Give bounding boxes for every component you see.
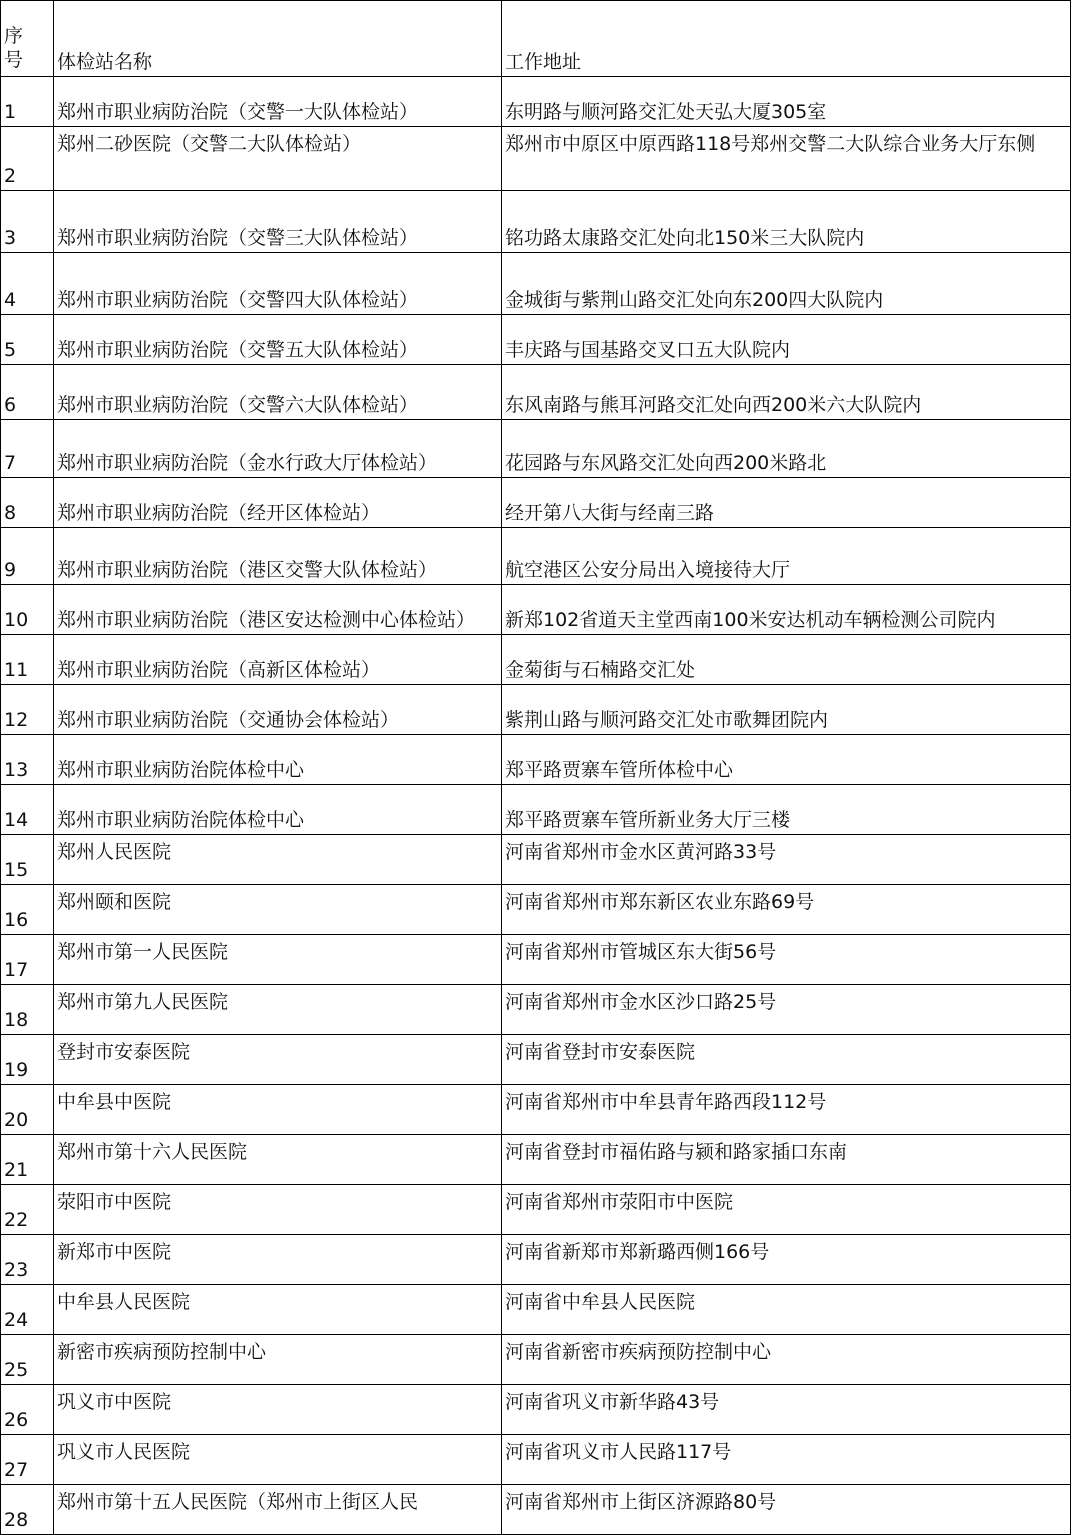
- row-address: 河南省登封市福佑路与颍和路家插口东南: [502, 1135, 1071, 1185]
- row-address: 花园路与东风路交汇处向西200米路北: [502, 420, 1071, 478]
- row-number: 25: [1, 1335, 54, 1385]
- table-row: [1, 253, 1071, 315]
- row-number: 24: [1, 1285, 54, 1335]
- row-station-name: 巩义市人民医院: [54, 1435, 502, 1485]
- table-row: [1, 935, 1071, 985]
- row-station-name: 中牟县中医院: [54, 1085, 502, 1135]
- table-row: [1, 585, 1071, 635]
- table-row: [1, 127, 1071, 191]
- table-row: [1, 1385, 1071, 1435]
- table-row: [1, 835, 1071, 885]
- row-address: 河南省巩义市人民路117号: [502, 1435, 1071, 1485]
- row-station-name: 郑州市第十六人民医院: [54, 1135, 502, 1185]
- row-address: 河南省新郑市郑新璐西侧166号: [502, 1235, 1071, 1285]
- table-row: [1, 1085, 1071, 1135]
- table-row: [1, 420, 1071, 478]
- row-station-name: 郑州市职业病防治院（交警三大队体检站）: [54, 191, 502, 253]
- row-number: 14: [1, 785, 54, 835]
- row-number: 19: [1, 1035, 54, 1085]
- table-row: [1, 191, 1071, 253]
- table-row: [1, 885, 1071, 935]
- row-address: 东明路与顺河路交汇处天弘大厦305室: [502, 77, 1071, 127]
- row-number: 7: [1, 420, 54, 478]
- row-station-name: 巩义市中医院: [54, 1385, 502, 1435]
- row-number: 17: [1, 935, 54, 985]
- row-station-name: 郑州市第一人民医院: [54, 935, 502, 985]
- row-station-name: 郑州市职业病防治院（港区安达检测中心体检站）: [54, 585, 502, 635]
- row-number: 11: [1, 635, 54, 685]
- row-address: 郑平路贾寨车管所体检中心: [502, 735, 1071, 785]
- table-row: [1, 478, 1071, 528]
- row-station-name: 新郑市中医院: [54, 1235, 502, 1285]
- row-station-name: 郑州颐和医院: [54, 885, 502, 935]
- header-serial-line2: 号: [4, 49, 24, 71]
- row-address: 河南省郑州市管城区东大街56号: [502, 935, 1071, 985]
- row-number: 15: [1, 835, 54, 885]
- row-station-name: 郑州市职业病防治院（交警四大队体检站）: [54, 253, 502, 315]
- row-number: 3: [1, 191, 54, 253]
- table-row: [1, 685, 1071, 735]
- table-row: [1, 635, 1071, 685]
- row-address: 河南省郑州市上街区济源路80号: [502, 1485, 1071, 1535]
- row-address: 河南省郑州市金水区沙口路25号: [502, 985, 1071, 1035]
- row-address: 河南省郑州市中牟县青年路西段112号: [502, 1085, 1071, 1135]
- row-number: 21: [1, 1135, 54, 1185]
- row-address: 河南省巩义市新华路43号: [502, 1385, 1071, 1435]
- table-row: [1, 315, 1071, 365]
- table-row: [1, 1185, 1071, 1235]
- table-row: [1, 77, 1071, 127]
- table-row: [1, 1135, 1071, 1185]
- row-station-name: 郑州市职业病防治院（金水行政大厅体检站）: [54, 420, 502, 478]
- row-number: 10: [1, 585, 54, 635]
- row-station-name: 郑州市职业病防治院（交警六大队体检站）: [54, 365, 502, 420]
- header-serial-number: [1, 1, 54, 77]
- row-number: 1: [1, 77, 54, 127]
- row-station-name: 郑州市职业病防治院（高新区体检站）: [54, 635, 502, 685]
- row-number: 9: [1, 528, 54, 585]
- row-station-name: 郑州市职业病防治院（港区交警大队体检站）: [54, 528, 502, 585]
- row-station-name: 新密市疾病预防控制中心: [54, 1335, 502, 1385]
- header-serial-line1: 序: [4, 25, 24, 47]
- row-station-name: 郑州市职业病防治院体检中心: [54, 785, 502, 835]
- row-number: 12: [1, 685, 54, 735]
- row-address: 航空港区公安分局出入境接待大厅: [502, 528, 1071, 585]
- row-number: 2: [1, 127, 54, 191]
- header-work-address: 工作地址: [502, 1, 1071, 77]
- row-station-name: 郑州市职业病防治院（交通协会体检站）: [54, 685, 502, 735]
- row-number: 20: [1, 1085, 54, 1135]
- row-number: 6: [1, 365, 54, 420]
- table-row: [1, 1335, 1071, 1385]
- table-row: [1, 735, 1071, 785]
- table-row: [1, 1435, 1071, 1485]
- row-number: 18: [1, 985, 54, 1035]
- row-address: 河南省中牟县人民医院: [502, 1285, 1071, 1335]
- row-number: 8: [1, 478, 54, 528]
- row-station-name: 登封市安泰医院: [54, 1035, 502, 1085]
- row-station-name: 中牟县人民医院: [54, 1285, 502, 1335]
- table-row: [1, 785, 1071, 835]
- row-address: 金菊街与石楠路交汇处: [502, 635, 1071, 685]
- row-station-name: 郑州人民医院: [54, 835, 502, 885]
- row-station-name: 郑州市职业病防治院（交警一大队体检站）: [54, 77, 502, 127]
- row-address: 河南省郑州市郑东新区农业东路69号: [502, 885, 1071, 935]
- row-address: 铭功路太康路交汇处向北150米三大队院内: [502, 191, 1071, 253]
- row-station-name: 郑州市第十五人民医院（郑州市上街区人民: [54, 1485, 502, 1535]
- row-address: 河南省新密市疾病预防控制中心: [502, 1335, 1071, 1385]
- row-address: 河南省郑州市金水区黄河路33号: [502, 835, 1071, 885]
- row-address: 金城街与紫荆山路交汇处向东200四大队院内: [502, 253, 1071, 315]
- row-number: 13: [1, 735, 54, 785]
- row-number: 27: [1, 1435, 54, 1485]
- row-station-name: 郑州市职业病防治院（交警五大队体检站）: [54, 315, 502, 365]
- row-address: 河南省郑州市荥阳市中医院: [502, 1185, 1071, 1235]
- row-number: 4: [1, 253, 54, 315]
- row-number: 22: [1, 1185, 54, 1235]
- row-number: 5: [1, 315, 54, 365]
- row-number: 26: [1, 1385, 54, 1435]
- row-address: 紫荆山路与顺河路交汇处市歌舞团院内: [502, 685, 1071, 735]
- table-header-row: [1, 1, 1071, 77]
- row-station-name: 郑州市职业病防治院（经开区体检站）: [54, 478, 502, 528]
- row-address: 郑平路贾寨车管所新业务大厅三楼: [502, 785, 1071, 835]
- table-row: [1, 365, 1071, 420]
- row-address: 河南省登封市安泰医院: [502, 1035, 1071, 1085]
- row-address: 丰庆路与国基路交叉口五大队院内: [502, 315, 1071, 365]
- table-row: [1, 1285, 1071, 1335]
- table-row: [1, 1235, 1071, 1285]
- row-number: 16: [1, 885, 54, 935]
- row-station-name: 郑州二砂医院（交警二大队体检站）: [54, 127, 502, 191]
- row-address: 经开第八大街与经南三路: [502, 478, 1071, 528]
- row-number: 28: [1, 1485, 54, 1535]
- row-address: 新郑102省道天主堂西南100米安达机动车辆检测公司院内: [502, 585, 1071, 635]
- table-row: [1, 985, 1071, 1035]
- table-row: [1, 528, 1071, 585]
- header-station-name: 体检站名称: [54, 1, 502, 77]
- table-row: [1, 1485, 1071, 1535]
- row-station-name: 荥阳市中医院: [54, 1185, 502, 1235]
- table-row: [1, 1035, 1071, 1085]
- row-address: 郑州市中原区中原西路118号郑州交警二大队综合业务大厅东侧: [502, 127, 1071, 191]
- row-station-name: 郑州市第九人民医院: [54, 985, 502, 1035]
- row-number: 23: [1, 1235, 54, 1285]
- row-address: 东风南路与熊耳河路交汇处向西200米六大队院内: [502, 365, 1071, 420]
- row-station-name: 郑州市职业病防治院体检中心: [54, 735, 502, 785]
